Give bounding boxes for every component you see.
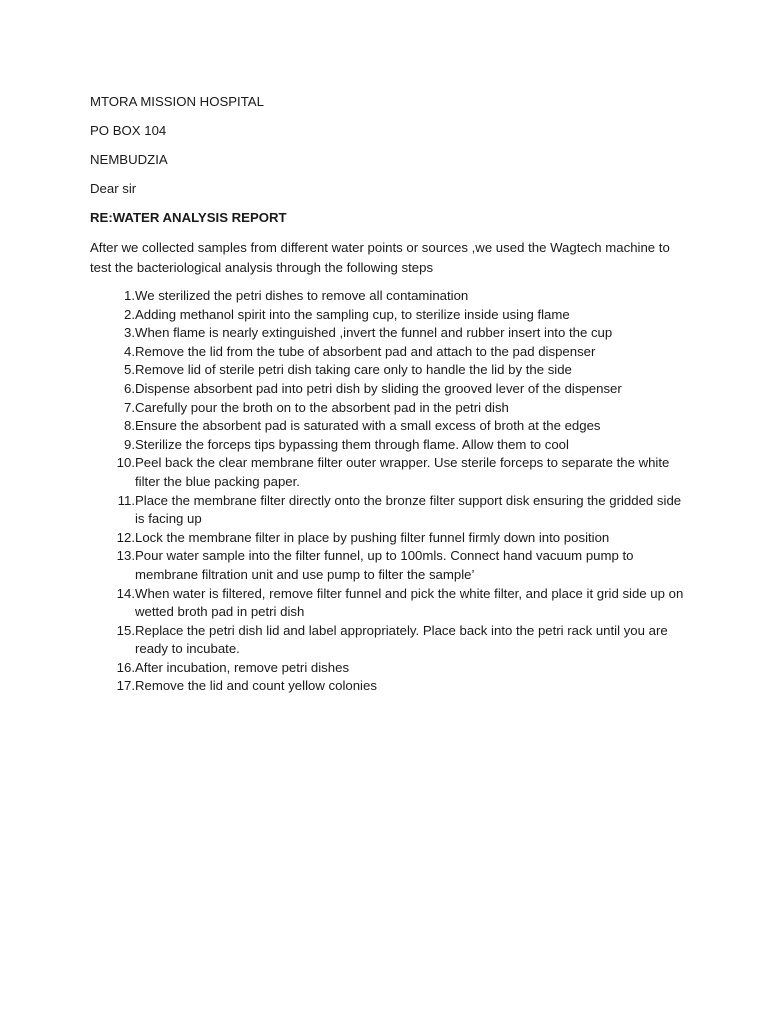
step-text: Place the membrane filter directly onto the bronze filter support disk ensuring the gridded side is facing up: [135, 492, 682, 527]
list-item: [90, 585, 690, 622]
step-number: 17.: [116, 678, 135, 694]
list-item: [90, 677, 690, 696]
list-item: [90, 492, 690, 529]
step-number: 1.: [124, 288, 135, 303]
step-text: Replace the petri dish lid and label appropriately. Place back into the petri rack until you are ready to incubate.: [135, 622, 668, 657]
step-number: 6.: [124, 380, 135, 396]
step-number: 10.: [116, 455, 135, 471]
step-text: Peel back the clear membrane filter outer wrapper. Use sterile forceps to separate the white filter the blue packing paper.: [135, 455, 670, 489]
salutation: Dear sir: [90, 181, 137, 196]
step-text: Ensure the absorbent pad is saturated with a small excess of broth at the edges: [135, 418, 601, 434]
step-number: 4.: [124, 343, 135, 359]
list-item: [90, 287, 690, 306]
step-number: 9.: [124, 436, 135, 452]
step-number: 15.: [116, 622, 135, 638]
step-text: Remove the lid and count yellow colonies: [135, 678, 377, 694]
step-text: We sterilized the petri dishes to remove all contamination: [135, 288, 469, 303]
step-number: 8.: [124, 418, 135, 434]
step-number: 16.: [116, 659, 135, 675]
step-number: 11.: [117, 492, 135, 508]
list-item: [90, 436, 690, 455]
list-item: [90, 399, 690, 418]
step-text: Sterilize the forceps tips bypassing them through flame. Allow them to cool: [135, 436, 569, 452]
list-item: [90, 529, 690, 548]
step-number: 2.: [124, 306, 135, 322]
step-text: Dispense absorbent pad into petri dish by sliding the grooved lever of the dispenser: [135, 380, 622, 396]
step-text: Adding methanol spirit into the sampling cup, to sterilize inside using flame: [135, 306, 570, 322]
list-item: [90, 343, 690, 362]
step-text: When water is filtered, remove filter funnel and pick the white filter, and place it grid side up on wetted broth pad in petri dish: [135, 585, 684, 620]
step-text: When flame is nearly extinguished ,invert the funnel and rubber insert into the cup: [135, 325, 613, 341]
list-item: [90, 306, 690, 325]
list-item: [90, 380, 690, 399]
step-text: After incubation, remove petri dishes: [135, 659, 350, 675]
step-number: 5.: [124, 362, 135, 378]
steps-list: [90, 287, 690, 696]
step-text: Lock the membrane filter in place by pushing filter funnel firmly down into position: [135, 529, 610, 545]
step-number: 7.: [124, 399, 135, 415]
step-text: Pour water sample into the filter funnel, up to 100mls. Connect hand vacuum pump to membrane filtration unit and use pump to filter the sample’: [135, 548, 634, 582]
list-item: [90, 659, 690, 678]
list-item: [90, 361, 690, 380]
list-item: [90, 454, 690, 491]
step-number: 13.: [116, 548, 135, 564]
address-line-hospital: MTORA MISSION HOSPITAL: [90, 94, 264, 109]
step-text: Remove the lid from the tube of absorbent pad and attach to the pad dispenser: [135, 343, 596, 359]
list-item: [90, 324, 690, 343]
step-text: Remove lid of sterile petri dish taking care only to handle the lid by the side: [135, 362, 572, 378]
letter-body: [90, 93, 690, 696]
address-line-po-box: PO BOX 104: [90, 123, 167, 138]
address-line-town: NEMBUDZIA: [90, 152, 168, 167]
step-number: 14.: [116, 585, 135, 601]
step-number: 12.: [116, 529, 135, 545]
list-item: [90, 622, 690, 659]
step-number: 3.: [124, 325, 135, 341]
intro-paragraph: After we collected samples from different water points or sources ,we used the Wagtech machine to test the bacteriological analysis through the following steps: [90, 240, 670, 275]
list-item: [90, 547, 690, 584]
list-item: [90, 417, 690, 436]
subject-heading: RE:WATER ANALYSIS REPORT: [90, 210, 287, 225]
step-text: Carefully pour the broth on to the absorbent pad in the petri dish: [135, 399, 509, 415]
